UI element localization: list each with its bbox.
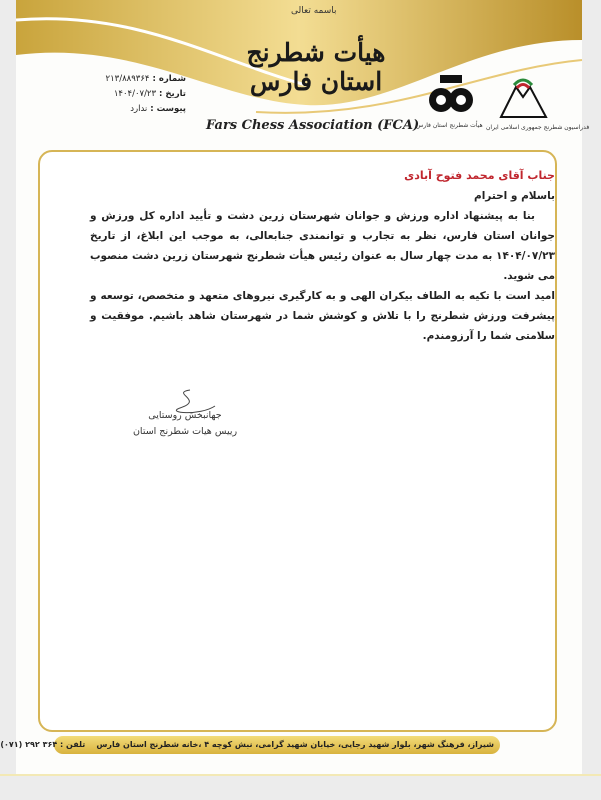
signatory-position: رییس هیات شطرنج استان: [132, 426, 238, 437]
fca-logo-icon: [426, 75, 476, 115]
fca-logo-caption: هیأت شطرنج استان فارس: [416, 122, 483, 129]
english-name: Fars Chess Association (FCA): [206, 118, 420, 133]
attachment-value: ندارد: [130, 104, 148, 114]
signature-scribble-icon: [160, 388, 220, 418]
footer-divider: [0, 774, 601, 776]
signatory-name: جهانبخش روستایی: [148, 410, 222, 421]
footer-phone: تلفن : ۳۶۴ ۲۹۲ (۰۷۱): [0, 740, 86, 749]
federation-logo-icon: [496, 75, 551, 120]
paragraph-1: بنا به پیشنهاد اداره ورزش و جوانان شهرستان زرین دشت و تأیید اداره کل ورزش و جوانان استان فارس، نظر به تجارب و توانمندی جنابعالی، به موجب این ابلاغ، از تاریخ ۱۴۰۴/۰۷/۲۳ به مدت چهار سال به عنوان رئیس هیأت شطرنج شهرستان زرین دشت منصوب می شوید.: [90, 210, 555, 282]
addressee: جناب آقای محمد فتوح آبادی: [404, 169, 555, 182]
greeting: باسلام و احترام: [474, 190, 555, 202]
number-label: شماره :: [152, 74, 186, 84]
footer-address-bar: [0, 736, 500, 754]
date-label: تاریخ :: [159, 89, 186, 99]
organization-title: هیأت شطرنج استان فارس: [246, 38, 386, 96]
federation-logo-caption: فدراسیون شطرنج جمهوری اسلامی ایران: [486, 124, 590, 131]
letter-body: [90, 166, 555, 346]
signature-block: [120, 408, 250, 440]
bismillah: باسمه تعالی: [291, 6, 337, 16]
date-value: ۱۴۰۴/۰۷/۲۳: [113, 89, 157, 99]
footer-address: شیراز، فرهنگ شهر، بلوار شهید رجایی، خیابان شهید گرامی، نبش کوچه ۴ ،خانه شطرنج استان فارس: [96, 740, 494, 749]
letter-meta: [96, 72, 186, 117]
attachment-label: پیوست :: [150, 104, 186, 114]
number-value: ۲۱۳/۸۸۹۳۶۴: [105, 74, 150, 84]
paragraph-2: امید است با تکیه به الطاف بیکران الهی و به کارگیری نیروهای متعهد و متخصص، توسعه و پیشرفت ورزش شطرنج را با تلاش و کوشش شما در شهرستان شاهد باشیم. موفقیت و سلامتی شما را آرزومندم.: [90, 290, 555, 342]
